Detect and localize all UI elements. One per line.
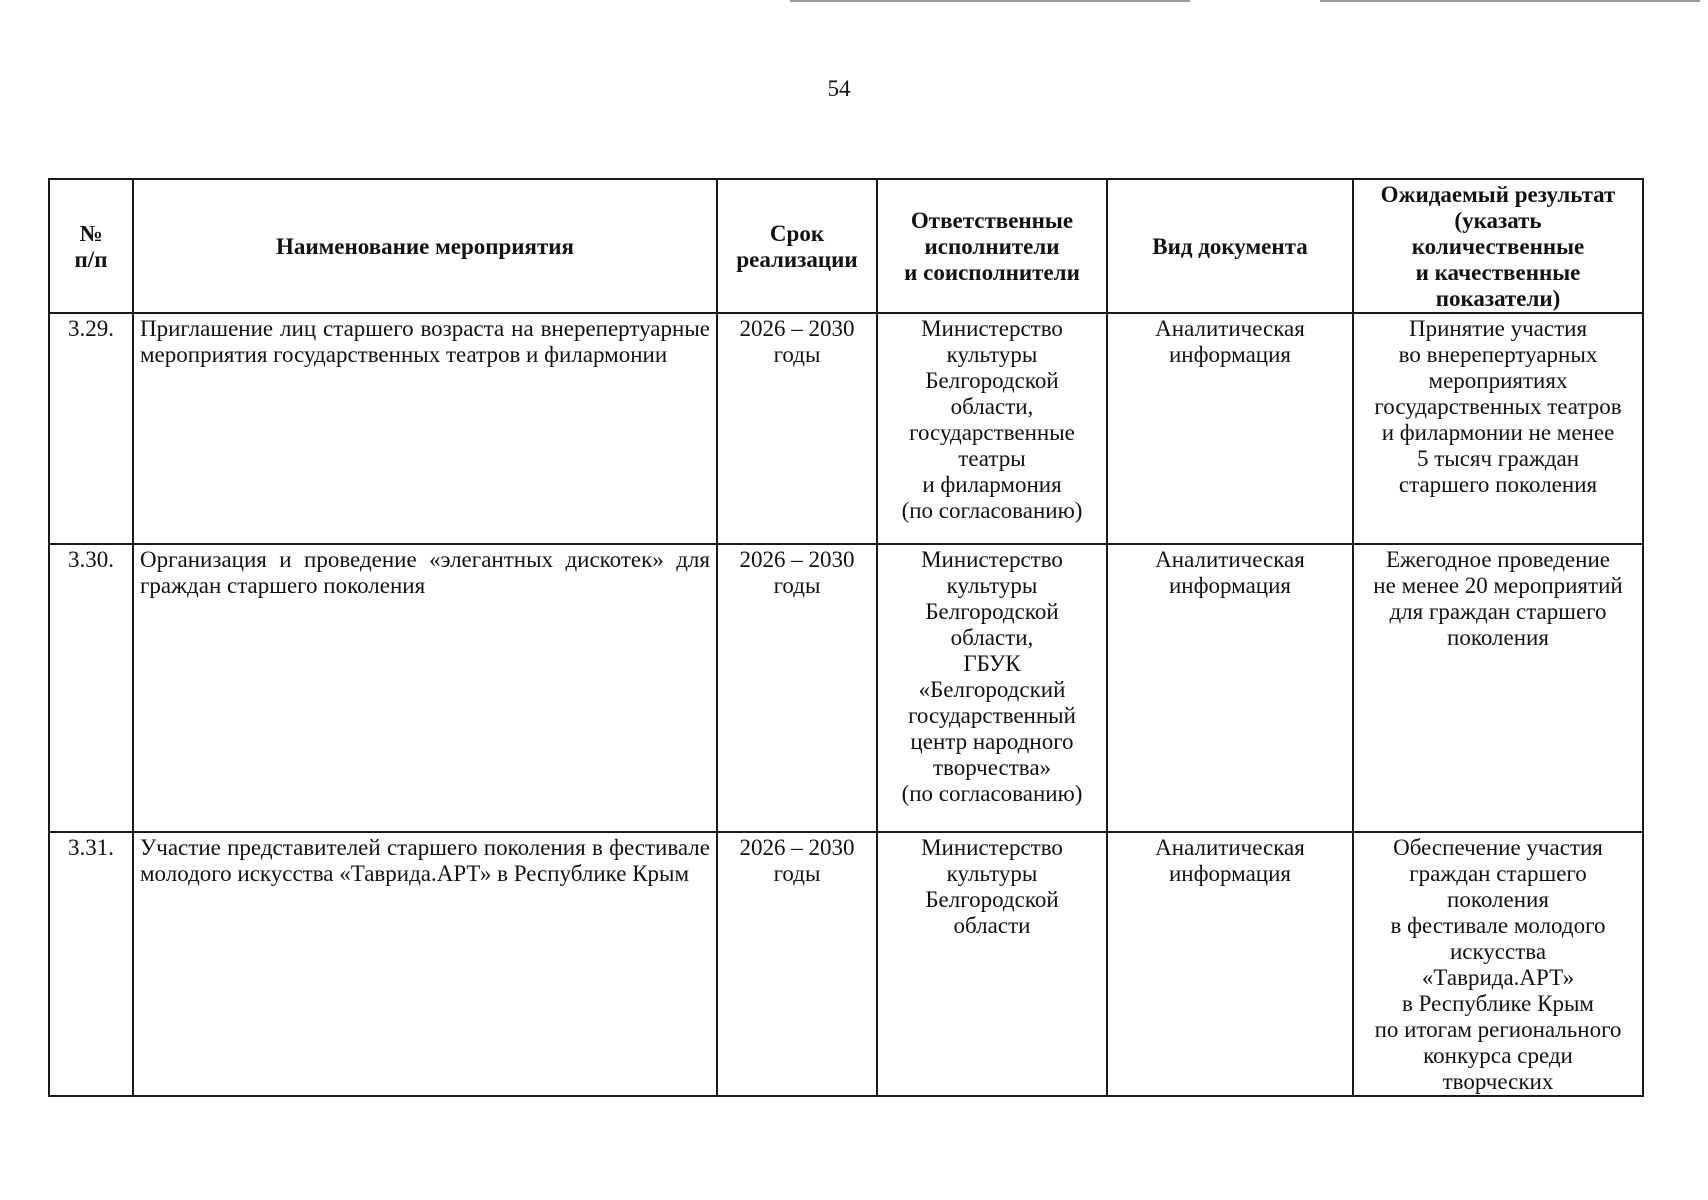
expected-result: Принятие участия во внерепертуарных мероприятиях государственных театров и филармонии не менее 5 тысяч граждан старшего поколения <box>1353 313 1643 544</box>
doc-type: Аналитическая информация <box>1107 313 1353 544</box>
header-period: Срок реализации <box>717 179 877 313</box>
header-result: Ожидаемый результат (указать количественные и качественные показатели) <box>1353 179 1643 313</box>
expected-result: Обеспечение участия граждан старшего поколения в фестивале молодого искусства «Таврида.АРТ» в Республике Крым по итогам регионального конкурса среди творческих <box>1353 832 1643 1096</box>
responsible: Министерство культуры Белгородской области, государственные театры и филармония (по согласованию) <box>877 313 1107 544</box>
action-plan-table <box>48 178 1644 1097</box>
row-number: 3.30. <box>49 544 133 832</box>
table-row <box>49 313 1643 544</box>
table-row <box>49 544 1643 832</box>
responsible: Министерство культуры Белгородской области, ГБУК «Белгородский государственный центр народного творчества» (по согласованию) <box>877 544 1107 832</box>
row-number: 3.29. <box>49 313 133 544</box>
row-number: 3.31. <box>49 832 133 1096</box>
header-num: № п/п <box>49 179 133 313</box>
expected-result: Ежегодное проведение не менее 20 мероприятий для граждан старшего поколения <box>1353 544 1643 832</box>
period: 2026 – 2030 годы <box>717 832 877 1096</box>
table-row <box>49 832 1643 1096</box>
header-name: Наименование мероприятия <box>133 179 717 313</box>
event-name: Участие представителей старшего поколения в фестивале молодого искусства «Таврида.АРТ» в Республике Крым <box>133 832 717 1096</box>
header-responsible: Ответственные исполнители и соисполнители <box>877 179 1107 313</box>
event-name: Организация и проведение «элегантных дискотек» для граждан старшего поколения <box>133 544 717 832</box>
event-name: Приглашение лиц старшего возраста на внерепертуарные мероприятия государственных театров и филармонии <box>133 313 717 544</box>
table-header-row <box>49 179 1643 313</box>
header-doc-type: Вид документа <box>1107 179 1353 313</box>
responsible: Министерство культуры Белгородской области <box>877 832 1107 1096</box>
period: 2026 – 2030 годы <box>717 313 877 544</box>
period: 2026 – 2030 годы <box>717 544 877 832</box>
doc-type: Аналитическая информация <box>1107 544 1353 832</box>
scan-artifact-line <box>1320 0 1700 2</box>
scan-artifact-line <box>790 0 1190 2</box>
page-number: 54 <box>827 76 851 101</box>
doc-type: Аналитическая информация <box>1107 832 1353 1096</box>
